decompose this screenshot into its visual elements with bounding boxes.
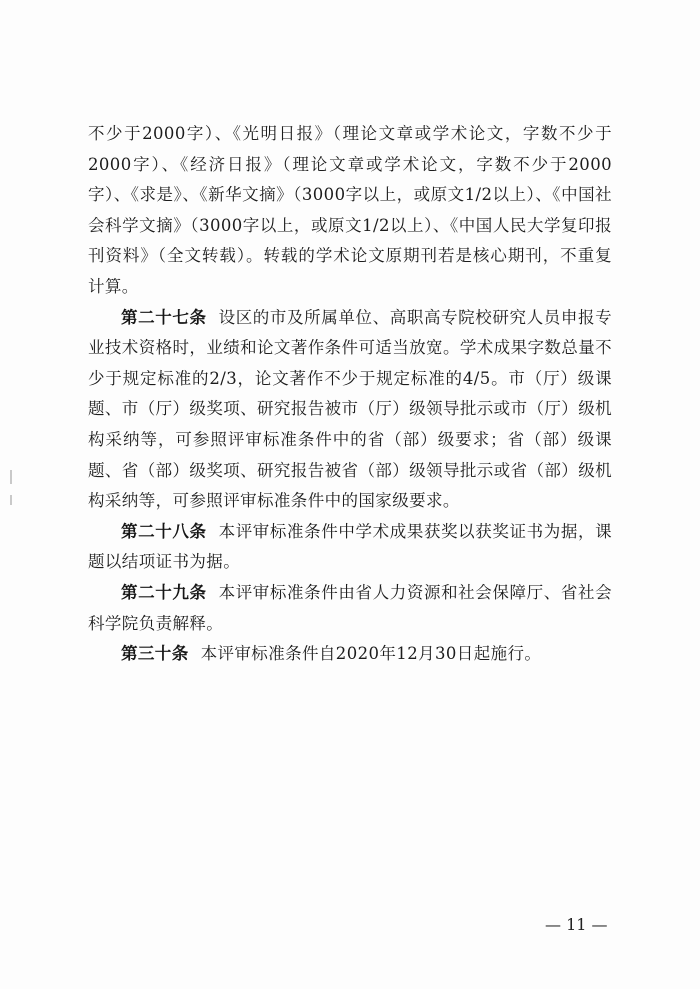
article-number: 第二十七条: [121, 307, 207, 327]
page-number: — 11 —: [545, 915, 608, 934]
binding-mark: [10, 470, 12, 484]
paragraph-article-27: [88, 303, 612, 517]
article-number: 第二十九条: [121, 582, 207, 602]
article-number: 第三十条: [121, 644, 189, 664]
paragraph-article-29: [88, 578, 612, 639]
paragraph-article-30: [88, 639, 612, 670]
document-body: [88, 119, 612, 670]
paragraph-text: 本评审标准条件由省人力资源和社会保障厅、省社会科学院负责解释。: [88, 582, 613, 633]
paragraph-text: 设区的市及所属单位、高职高专院校研究人员申报专业技术资格时，业绩和论文著作条件可适当放宽。学术成果字数总量不少于规定标准的2/3，论文著作不少于规定标准的4/5。市（厅）级课题、市（厅）级奖项、研究报告被市（厅）级领导批示或市（厅）级机构采纳等，可参照评审标准条件中的省（部）级要求；省（部）级课题、省（部）级奖项、研究报告被省（部）级领导批示或省（部）级机构采纳等，可参照评审标准条件中的国家级要求。: [88, 307, 613, 511]
article-number: 第二十八条: [121, 521, 207, 541]
paragraph-text: 本评审标准条件自2020年12月30日起施行。: [200, 644, 542, 664]
paragraph-article-28: [88, 517, 612, 578]
paragraph-text: 不少于2000字）、《光明日报》（理论文章或学术论文，字数不少于2000字）、《经济日报》（理论文章或学术论文，字数不少于2000字）、《求是》、《新华文摘》（3000字以上，或原文1/2以上）、《中国社会科学文摘》（3000字以上，或原文1/2以上）、《中国人民大学复印报刊资料》（全文转载）。转载的学术论文原期刊若是核心期刊，不重复计算。: [88, 124, 612, 296]
binding-mark: [10, 495, 12, 505]
paragraph-continued: [88, 119, 612, 303]
paragraph-text: 本评审标准条件中学术成果获奖以获奖证书为据，课题以结项证书为据。: [88, 521, 613, 572]
